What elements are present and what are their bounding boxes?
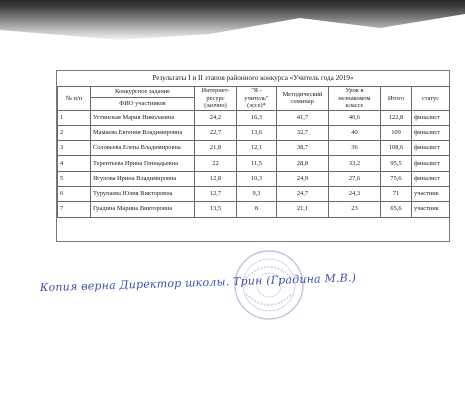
- cell-num: 1: [58, 110, 91, 125]
- header-status: статус: [412, 87, 450, 111]
- cell-essay: 16,3: [237, 110, 277, 125]
- cell-essay: 9,3: [237, 186, 277, 201]
- header-num: № п/п: [58, 87, 91, 111]
- cell-lesson: 23: [329, 202, 381, 217]
- cell-num: 5: [58, 171, 91, 186]
- cell-seminar: 32,7: [277, 125, 329, 140]
- cell-seminar: 38,7: [277, 141, 329, 156]
- cell-name: Устинская Мария Николаевна: [91, 110, 195, 125]
- header-ya-uchitel: "Я - учитель" (эссе)*: [237, 87, 277, 111]
- cell-seminar: 28,8: [277, 156, 329, 171]
- cell-essay: 12,1: [237, 141, 277, 156]
- cell-name: Турупаева Юлия Викторовна: [91, 186, 195, 201]
- cell-lesson: 40: [329, 125, 381, 140]
- results-table: [57, 86, 450, 218]
- cell-name: Мамаева Евгения Владимировна: [91, 125, 195, 140]
- cell-total: 95,5: [381, 156, 412, 171]
- cell-total: 71: [381, 186, 412, 201]
- cell-lesson: 40,6: [329, 110, 381, 125]
- cell-seminar: 24,7: [277, 186, 329, 201]
- cell-internet: 12,7: [195, 186, 237, 201]
- cell-status: финалист: [412, 156, 450, 171]
- cell-status: финалист: [412, 125, 450, 140]
- cell-internet: 24,2: [195, 110, 237, 125]
- cell-internet: 12,8: [195, 171, 237, 186]
- cell-seminar: 24,9: [277, 171, 329, 186]
- cell-internet: 22: [195, 156, 237, 171]
- scan-shadow: [0, 0, 465, 70]
- table-row: [58, 186, 450, 201]
- table-row: [58, 141, 450, 156]
- cell-name: Соловьева Елена Владимировна: [91, 141, 195, 156]
- cell-num: 3: [58, 141, 91, 156]
- cell-status: финалист: [412, 141, 450, 156]
- cell-num: 2: [58, 125, 91, 140]
- cell-status: финалист: [412, 110, 450, 125]
- cell-name: Ягупова Ирина Владимировна: [91, 171, 195, 186]
- cell-total: 109: [381, 125, 412, 140]
- cell-lesson: 36: [329, 141, 381, 156]
- cell-status: участник: [412, 186, 450, 201]
- cell-status: участник: [412, 202, 450, 217]
- cell-seminar: 41,7: [277, 110, 329, 125]
- cell-internet: 13,5: [195, 202, 237, 217]
- header-task-group: Конкурсное задание: [91, 87, 195, 98]
- cell-internet: 22,7: [195, 125, 237, 140]
- cell-essay: 13,6: [237, 125, 277, 140]
- header-total: Итого: [381, 87, 412, 111]
- cell-essay: 10,3: [237, 171, 277, 186]
- cell-total: 108,6: [381, 141, 412, 156]
- cell-essay: 11,5: [237, 156, 277, 171]
- table-row: [58, 202, 450, 217]
- cell-lesson: 24,3: [329, 186, 381, 201]
- cell-total: 65,6: [381, 202, 412, 217]
- header-lesson: Урок в незнакомом классе: [329, 87, 381, 111]
- cell-essay: 8: [237, 202, 277, 217]
- table-row: [58, 171, 450, 186]
- cell-num: 7: [58, 202, 91, 217]
- handwritten-signature: Копия верна Директор школы. Трин (Градина М.В.): [39, 271, 357, 295]
- cell-total: 75,6: [381, 171, 412, 186]
- table-row: [58, 110, 450, 125]
- cell-num: 4: [58, 156, 91, 171]
- cell-name: Терентьева Ирина Геннадьевна: [91, 156, 195, 171]
- cell-total: 122,8: [381, 110, 412, 125]
- header-seminar: Методический семинар: [277, 87, 329, 111]
- table-row: [58, 125, 450, 140]
- cell-lesson: 33,2: [329, 156, 381, 171]
- header-fio: ФИО участников: [91, 97, 195, 110]
- cell-status: финалист: [412, 171, 450, 186]
- header-internet-resource: Интернет-ресурс (заочно): [195, 87, 237, 111]
- table-row: [58, 156, 450, 171]
- cell-seminar: 21,1: [277, 202, 329, 217]
- cell-num: 6: [58, 186, 91, 201]
- table-title: Результаты I и II этапов районного конкурса «Учитель года 2019»: [152, 74, 354, 82]
- cell-name: Градина Марина Викторовна: [91, 202, 195, 217]
- cell-lesson: 27,6: [329, 171, 381, 186]
- cell-internet: 21,8: [195, 141, 237, 156]
